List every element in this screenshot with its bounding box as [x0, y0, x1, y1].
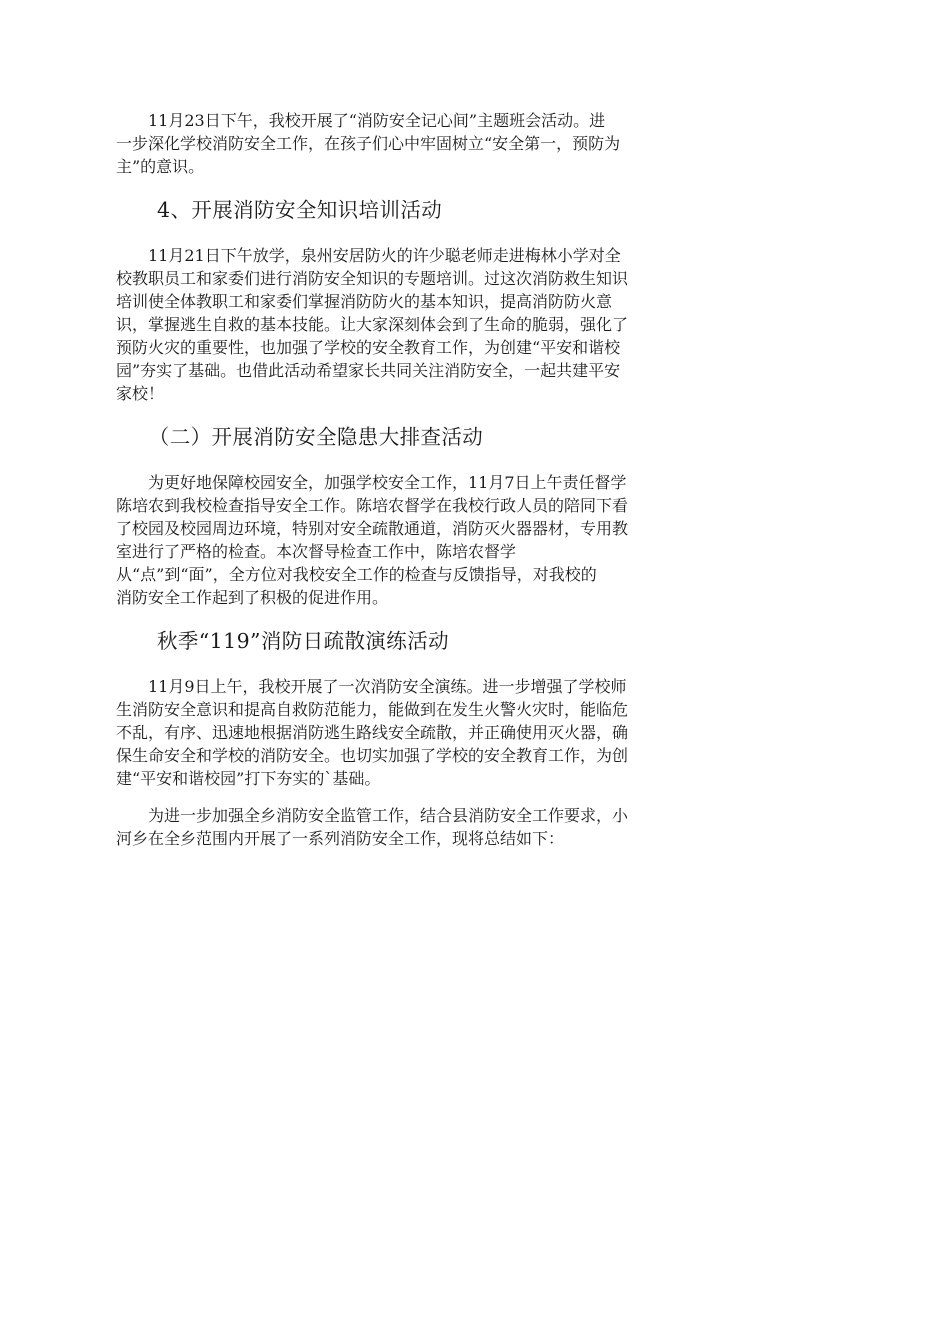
text-line: 生消防安全意识和提高自救防范能力，能做到在发生火警火灾时，能临危: [116, 700, 629, 719]
paragraph-inspection: [116, 470, 832, 608]
text-line: 从“点”到“面”，全方位对我校安全工作的检查与反馈指导，对我校的: [116, 565, 597, 584]
text-line: 校教职员工和家委们进行消防安全知识的专题培训。过这次消防救生知识: [116, 269, 629, 288]
text-line: 保生命安全和学校的消防安全。也切实加强了学校的安全教育工作，为创: [116, 746, 629, 765]
text-line: 室进行了严格的检查。本次督导检查工作中，陈培农督学: [116, 542, 517, 561]
section-heading-evacuation: 秋季“119”消防日疏散演练活动: [157, 629, 449, 653]
text-line: 为进一步加强全乡消防安全监管工作，结合县消防安全工作要求，小: [148, 806, 629, 825]
section-heading-training: 4、开展消防安全知识培训活动: [157, 198, 443, 222]
text-line: 建“平安和谐校园”打下夯实的`基础。: [116, 769, 381, 788]
text-line: 园”夯实了基础。也借此活动希望家长共同关注消防安全，一起共建平安: [116, 361, 621, 380]
text-line: 消防安全工作起到了积极的促进作用。: [116, 588, 389, 607]
paragraph-summary-intro: [116, 803, 832, 849]
text-line: 识，掌握逃生自救的基本技能。让大家深刻体会到了生命的脆弱，强化了: [116, 315, 629, 334]
text-line: 11月21日下午放学，泉州安居防火的许少聪老师走进梅林小学对全: [148, 246, 621, 265]
text-line: 11月9日上午，我校开展了一次消防安全演练。进一步增强了学校师: [148, 677, 627, 696]
section-heading-inspection: （二）开展消防安全隐患大排查活动: [148, 425, 484, 449]
paragraph-class-meeting: [116, 108, 832, 177]
text-line: 家校！: [116, 384, 165, 403]
document-body: [116, 108, 832, 849]
text-line: 为更好地保障校园安全，加强学校安全工作，11月7日上午责任督学: [148, 473, 627, 492]
text-line: 河乡在全乡范围内开展了一系列消防安全工作，现将总结如下：: [116, 829, 565, 848]
text-line: 11月23日下午，我校开展了“消防安全记心间”主题班会活动。进: [148, 111, 606, 130]
text-line: 培训使全体教职工和家委们掌握消防防火的基本知识，提高消防防火意: [116, 292, 613, 311]
text-line: 预防火灾的重要性，也加强了学校的安全教育工作，为创建“平安和谐校: [116, 338, 621, 357]
text-line: 主”的意识。: [116, 157, 205, 176]
text-line: 不乱，有序、迅速地根据消防逃生路线安全疏散，并正确使用灭火器，确: [116, 723, 629, 742]
text-line: 一步深化学校消防安全工作，在孩子们心中牢固树立“安全第一，预防为: [116, 134, 621, 153]
text-line: 了校园及校园周边环境，特别对安全疏散通道，消防灭火器器材，专用教: [116, 519, 629, 538]
paragraph-evacuation: [116, 674, 832, 789]
text-line: 陈培农到我校检查指导安全工作。陈培农督学在我校行政人员的陪同下看: [116, 496, 629, 515]
paragraph-training: [116, 243, 832, 404]
